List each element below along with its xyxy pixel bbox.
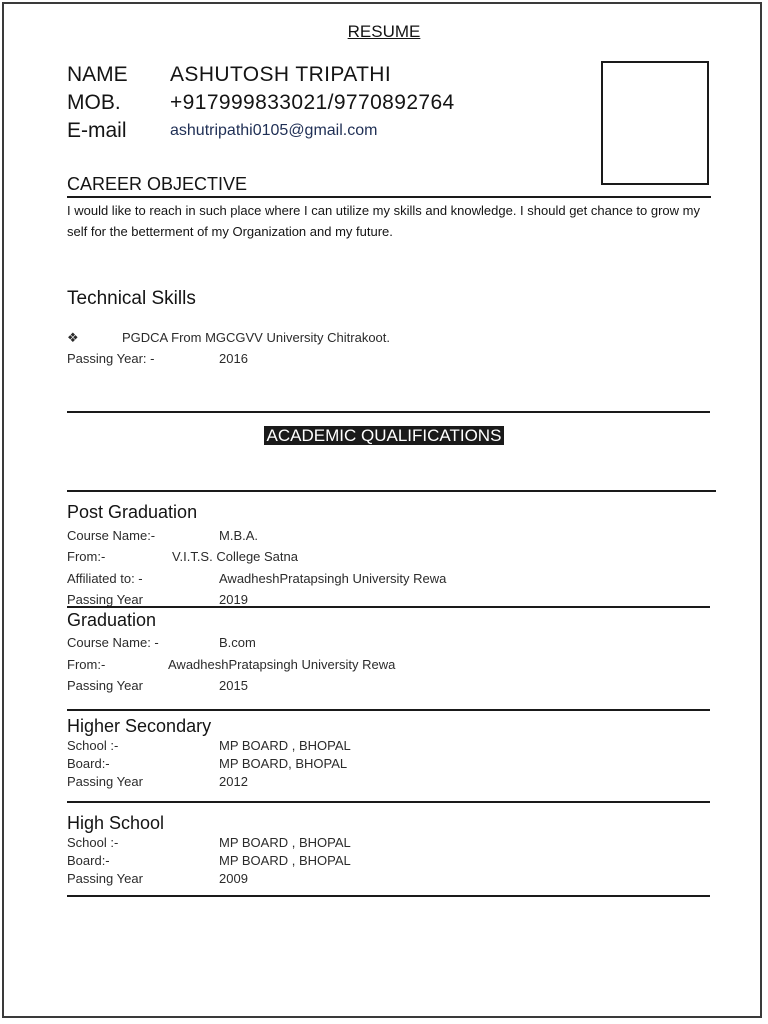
academic-qualifications-heading xyxy=(0,426,768,446)
hsc-passing-value: 2009 xyxy=(219,871,248,886)
technical-skill-item: PGDCA From MGCGVV University Chitrakoot. xyxy=(122,330,390,345)
hs-school-label: School :- xyxy=(67,738,119,753)
grad-course-value: B.com xyxy=(219,635,256,650)
career-divider xyxy=(67,196,711,198)
graduation-top-rule xyxy=(67,606,710,608)
pg-passing-value: 2019 xyxy=(219,592,248,607)
grad-from-value: AwadheshPratapsingh University Rewa xyxy=(168,657,396,672)
bullet-icon: ❖ xyxy=(67,330,79,345)
hs-school-value: MP BOARD , BHOPAL xyxy=(219,738,351,753)
post-graduation-heading: Post Graduation xyxy=(67,502,198,522)
mob-label: MOB. xyxy=(67,91,121,114)
pg-passing-label: Passing Year xyxy=(67,592,143,607)
pg-affiliated-value: AwadheshPratapsingh University Rewa xyxy=(219,571,447,586)
grad-passing-label: Passing Year xyxy=(67,678,143,693)
career-objective-text: I would like to reach in such place where I can utilize my skills and knowledge. I should get chance to grow my self for the betterment of my Organization and my future. xyxy=(67,203,700,239)
pg-course-value: M.B.A. xyxy=(219,528,259,543)
technical-passing-label: Passing Year: - xyxy=(67,351,155,366)
hsc-passing-label: Passing Year xyxy=(67,871,143,886)
email-value: ashutripathi0105@gmail.com xyxy=(170,122,378,139)
career-objective-heading: CAREER OBJECTIVE xyxy=(67,174,248,194)
higher-secondary-heading: Higher Secondary xyxy=(67,716,212,736)
hs-board-value: MP BOARD, BHOPAL xyxy=(219,756,348,771)
grad-course-label: Course Name: - xyxy=(67,635,159,650)
technical-skills-heading: Technical Skills xyxy=(67,288,196,309)
hs-passing-value: 2012 xyxy=(219,774,248,789)
graduation-heading: Graduation xyxy=(67,610,157,630)
high-school-heading: High School xyxy=(67,813,165,833)
pg-from-label: From:- xyxy=(67,549,106,564)
hsc-school-label: School :- xyxy=(67,835,119,850)
name-label: NAME xyxy=(67,63,128,86)
higher-secondary-top-rule xyxy=(67,709,710,711)
hs-passing-label: Passing Year xyxy=(67,774,143,789)
hsc-board-value: MP BOARD , BHOPAL xyxy=(219,853,351,868)
post-graduation-top-rule xyxy=(67,490,716,492)
mob-value: +917999833021/9770892764 xyxy=(170,91,455,114)
section-divider xyxy=(67,411,710,413)
name-value: ASHUTOSH TRIPATHI xyxy=(170,63,392,86)
technical-passing-value: 2016 xyxy=(219,351,248,366)
pg-from-value: V.I.T.S. College Satna xyxy=(172,549,298,564)
bottom-rule xyxy=(67,895,710,897)
photo-placeholder xyxy=(601,61,709,185)
grad-passing-value: 2015 xyxy=(219,678,248,693)
hs-board-label: Board:- xyxy=(67,756,110,771)
email-label: E-mail xyxy=(67,119,127,142)
hsc-school-value: MP BOARD , BHOPAL xyxy=(219,835,351,850)
pg-course-label: Course Name:- xyxy=(67,528,156,543)
resume-title: RESUME xyxy=(347,22,421,41)
high-school-top-rule xyxy=(67,801,710,803)
hsc-board-label: Board:- xyxy=(67,853,110,868)
academic-heading-text: ACADEMIC QUALIFICATIONS xyxy=(264,426,505,445)
pg-affiliated-label: Affiliated to: - xyxy=(67,571,143,586)
grad-from-label: From:- xyxy=(67,657,106,672)
